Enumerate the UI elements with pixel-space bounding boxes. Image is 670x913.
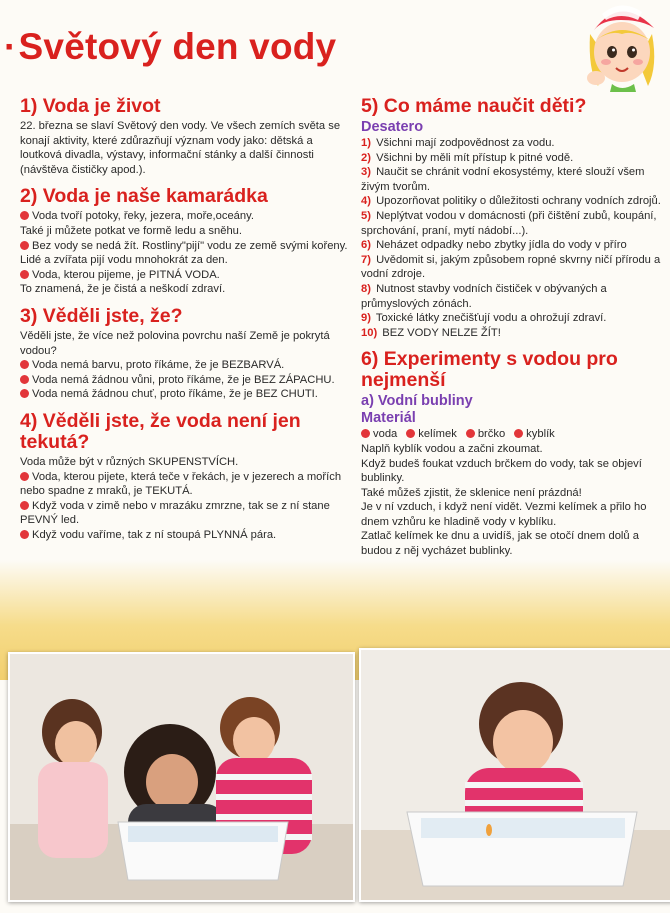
section-paragraph: 22. března se slaví Světový den vody. Ve všech zemích světa se konají aktivity, které zdůrazňují význam vody jako: dětská a loutková divadla, výstavy, informační stánky a další činnosti (návštěva čističky apod.). bbox=[20, 120, 341, 176]
numbered-item bbox=[361, 151, 670, 166]
item-number: 7) bbox=[361, 253, 371, 266]
material-list bbox=[361, 427, 670, 442]
section-skupenstvi bbox=[20, 411, 350, 543]
right-column bbox=[361, 96, 670, 568]
numbered-item bbox=[361, 326, 670, 341]
numbered-item bbox=[361, 194, 670, 209]
paragraph-line: To znamená, že je čistá a neškodí zdraví. bbox=[20, 283, 226, 296]
numbered-item bbox=[361, 311, 670, 326]
material-item: kyblík bbox=[514, 427, 555, 442]
instruction-line: Když budeš foukat vzduch brčkem do vody, tak se objeví bublinky. bbox=[361, 457, 642, 485]
section-voda-je-kamaradka bbox=[20, 186, 350, 297]
section-intro: Voda může být v různých SKUPENSTVÍCH. bbox=[20, 455, 239, 468]
title-text: Světový den vody bbox=[18, 26, 337, 67]
item-text: Neházet odpadky nebo zbytky jídla do vody v příro bbox=[376, 239, 627, 252]
bullet-item: Bez vody se nedá žít. Rostliny"pijí" vodu ze země svými kořeny. Lidé a zvířata pijí vodu mnohokrát za den. bbox=[20, 239, 350, 268]
section-vedeli-jste bbox=[20, 306, 350, 402]
item-text: Naučit se chránit vodní ekosystémy, které slouží všem živým tvorům. bbox=[361, 166, 645, 193]
numbered-item bbox=[361, 253, 670, 282]
cartoon-girl-illustration bbox=[572, 0, 670, 92]
bullet-item: Voda tvoří potoky, řeky, jezera, moře,oceány. bbox=[20, 209, 350, 224]
numbered-item bbox=[361, 209, 670, 238]
material-label: Materiál bbox=[361, 410, 416, 427]
item-text: Toxické látky znečišťují vodu a ohrožují zdraví. bbox=[375, 312, 607, 325]
bullet-item: Voda, kterou pijeme, je PITNÁ VODA. bbox=[20, 268, 350, 283]
item-text: Uvědomit si, jakým způsobem ropné skvrny ničí přírodu a vodní zdroje. bbox=[361, 253, 661, 281]
section-voda-je-zivot bbox=[20, 96, 350, 177]
section-heading: 6) Experimenty s vodou pro nejmenší bbox=[361, 348, 618, 392]
numbered-item bbox=[361, 238, 670, 253]
material-item: kelímek bbox=[406, 427, 457, 442]
item-number: 4) bbox=[361, 195, 371, 208]
title-bullet: · bbox=[4, 26, 17, 67]
bullet-item: Když vodu vaříme, tak z ní stoupá PLYNNÁ pára. bbox=[20, 528, 350, 543]
material-item: brčko bbox=[466, 427, 505, 442]
section-heading: 5) Co máme naučit děti? bbox=[361, 95, 587, 117]
section-experimenty bbox=[361, 349, 670, 558]
section-heading: 1) Voda je život bbox=[20, 95, 161, 117]
item-text: Upozorňovat politiky o důležitosti ochrany vodních zdrojů. bbox=[376, 195, 661, 208]
item-number: 5) bbox=[361, 209, 371, 222]
numbered-item bbox=[361, 282, 670, 311]
item-number: 9) bbox=[361, 312, 371, 325]
paragraph-line: Také ji můžete potkat ve formě ledu a sněhu. bbox=[20, 224, 243, 237]
section-heading: 2) Voda je naše kamarádka bbox=[20, 185, 268, 208]
bullet-item: Voda nemá žádnou chuť, proto říkáme, že je BEZ CHUTI. bbox=[20, 387, 350, 402]
section-subheading: Desatero bbox=[361, 119, 424, 135]
item-text: Nutnost stavby vodních čističek v obývaných a průmyslových zónách. bbox=[361, 282, 607, 310]
numbered-item bbox=[361, 136, 670, 151]
item-text: Neplýtvat vodou v domácnosti (při čištění zubů, koupání, sprchování, praní, mytí nádobí...). bbox=[361, 209, 657, 237]
photo-girl-at-water-tub bbox=[359, 648, 670, 902]
item-number: 2) bbox=[361, 151, 371, 164]
section-intro: Věděli jste, že více než polovina povrchu naší Země je pokrytá vodou? bbox=[20, 329, 330, 357]
item-number: 3) bbox=[361, 166, 371, 179]
item-text: BEZ VODY NELZE ŽÍT! bbox=[382, 326, 501, 339]
bullet-item: Voda, kterou pijete, která teče v řekách, je v jezerech a mořích nebo spadne z mraků, je TEKUTÁ. bbox=[20, 470, 350, 499]
item-number: 1) bbox=[361, 137, 371, 149]
page-title bbox=[4, 26, 336, 68]
item-number: 10) bbox=[361, 326, 378, 339]
item-text: Všichni by měli mít přístup k pitné vodě. bbox=[376, 151, 574, 164]
bullet-item: Voda nemá barvu, proto říkáme, že je BEZBARVÁ. bbox=[20, 358, 350, 373]
bullet-item: Voda nemá žádnou vůni, proto říkáme, že je BEZ ZÁPACHU. bbox=[20, 373, 350, 388]
instruction-line: Naplň kyblík vodou a začni zkoumat. bbox=[361, 442, 543, 455]
item-number: 8) bbox=[361, 282, 371, 295]
instruction-line: Také můžeš zjistit, že sklenice není prázdná! bbox=[361, 486, 582, 499]
section-desatero bbox=[361, 96, 670, 340]
section-heading: 4) Věděli jste, že voda není jen tekutá? bbox=[20, 409, 301, 453]
item-number: 6) bbox=[361, 239, 371, 252]
instruction-line: Je v ní vzduch, i když není vidět. Vezmi kelímek a přilo ho dnem vzhůru ke hladině vody v kyblíku. bbox=[361, 501, 647, 528]
bullet-item: Když voda v zimě nebo v mrazáku zmrzne, tak se z ní stane PEVNÝ led. bbox=[20, 499, 350, 528]
section-heading: 3) Věděli jste, že? bbox=[20, 304, 183, 327]
section-subheading: a) Vodní bubliny bbox=[361, 393, 473, 410]
instruction-line: Zatlač kelímek ke dnu a uvidíš, jak se otočí dnem dolů a budou z něj vycházet bublinky. bbox=[361, 530, 639, 558]
material-item: voda bbox=[361, 427, 397, 442]
photo-children-blowing-bubbles bbox=[8, 652, 355, 902]
left-column bbox=[20, 96, 350, 551]
numbered-item bbox=[361, 165, 670, 194]
item-text: Všichni mají zodpovědnost za vodu. bbox=[376, 137, 555, 149]
